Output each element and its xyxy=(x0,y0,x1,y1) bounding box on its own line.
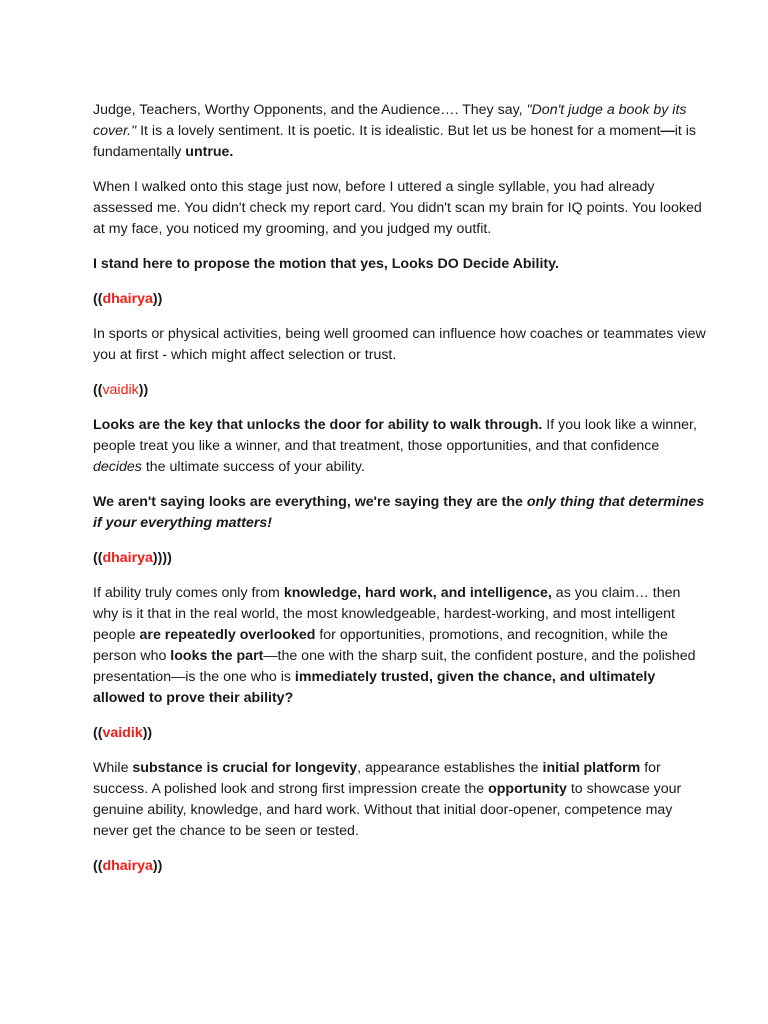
speaker-cue xyxy=(93,380,708,401)
text-run: We aren't saying looks are everything, we're saying they are the xyxy=(93,494,527,510)
paragraph xyxy=(93,758,708,842)
text-run: It is a lovely sentiment. It is poetic. It is idealistic. But let us be honest for a moment xyxy=(136,123,661,139)
text-run: In sports or physical activities, being well groomed can influence how coaches or teammates view you at first - which might affect selection or trust. xyxy=(93,326,706,363)
speaker-cue xyxy=(93,856,708,877)
speaker-name: dhairya xyxy=(102,291,153,307)
speaker-name: dhairya xyxy=(102,550,153,566)
paragraph xyxy=(93,583,708,709)
document-body xyxy=(93,100,708,891)
speaker-cue xyxy=(93,723,708,744)
text-run: )) xyxy=(152,858,163,874)
paragraph xyxy=(93,415,708,478)
text-run: — xyxy=(660,123,675,139)
text-run: )) xyxy=(152,291,163,307)
text-run: (( xyxy=(93,291,103,307)
text-run: "Don't judge a book by its cover." xyxy=(93,102,687,139)
text-run: are repeatedly overlooked xyxy=(139,627,316,643)
text-run: as you claim… then why is it that in the real world, the most knowledgeable, hardest-working, and most intelligent people xyxy=(93,585,681,643)
text-run: for opportunities, promotions, and recognition, while the person who xyxy=(93,627,668,664)
speaker-cue xyxy=(93,548,708,569)
text-run: to showcase your genuine ability, knowledge, and hard work. Without that initial door-opener, competence may never get the chance to be seen or tested. xyxy=(93,781,682,839)
text-run: If ability truly comes only from xyxy=(93,585,284,601)
text-run: While xyxy=(93,760,133,776)
speaker-name: dhairya xyxy=(102,858,153,874)
text-run: (( xyxy=(93,725,103,741)
text-run: )))) xyxy=(152,550,172,566)
text-run: the ultimate success of your ability. xyxy=(141,459,365,475)
paragraph xyxy=(93,492,708,534)
speaker-name: vaidik xyxy=(102,725,143,741)
speaker-name: vaidik xyxy=(102,382,139,398)
text-run: (( xyxy=(93,382,103,398)
text-run: If you look like a winner, people treat you like a winner, and that treatment, those opportunities, and that confidence xyxy=(93,417,697,454)
text-run: )) xyxy=(138,382,149,398)
text-run: substance is crucial for longevity xyxy=(132,760,358,776)
text-run: —the one with the sharp suit, the confident posture, and the polished presentation—is the one who is xyxy=(93,648,696,685)
text-run: Looks are the key that unlocks the door for ability to walk through. xyxy=(93,417,543,433)
text-run: knowledge, hard work, and intelligence, xyxy=(283,585,552,601)
paragraph xyxy=(93,177,708,240)
text-run: initial platform xyxy=(542,760,641,776)
text-run: When I walked onto this stage just now, before I uttered a single syllable, you had already assessed me. You didn't check my report card. You didn't scan my brain for IQ points. You looked at my face, you noticed my grooming, and you judged my outfit. xyxy=(93,179,702,237)
text-run: for success. A polished look and strong first impression create the xyxy=(93,760,661,797)
paragraph xyxy=(93,100,708,163)
text-run: only thing that determines if your everything matters! xyxy=(93,494,705,531)
text-run: , appearance establishes the xyxy=(357,760,543,776)
text-run: (( xyxy=(93,858,103,874)
text-run: decides xyxy=(93,459,142,475)
text-run: )) xyxy=(142,725,153,741)
text-run: looks the part xyxy=(170,648,264,664)
text-run: opportunity xyxy=(488,781,567,797)
text-run: untrue. xyxy=(185,144,234,160)
text-run: I stand here to propose the motion that yes, Looks DO Decide Ability. xyxy=(93,256,559,272)
paragraph xyxy=(93,324,708,366)
speaker-cue xyxy=(93,289,708,310)
paragraph xyxy=(93,254,708,275)
text-run: Judge, Teachers, Worthy Opponents, and the Audience…. They say, xyxy=(93,102,527,118)
text-run: immediately trusted, given the chance, and ultimately allowed to prove their ability? xyxy=(93,669,656,706)
text-run: (( xyxy=(93,550,103,566)
text-run: it is fundamentally xyxy=(93,123,697,160)
